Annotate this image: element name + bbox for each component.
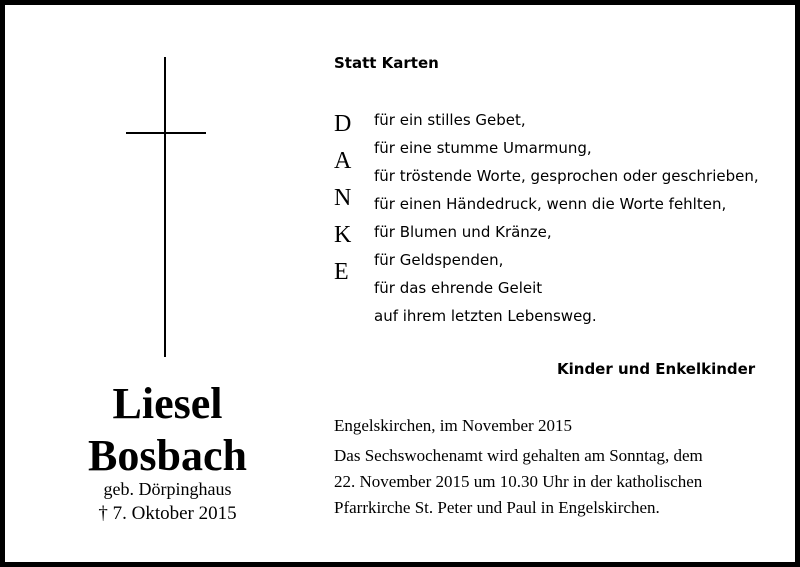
cross-horizontal-bar [126,132,206,134]
deceased-last-name: Bosbach [88,431,247,480]
deceased-first-name: Liesel [112,379,223,428]
danke-letter: D [334,111,352,137]
thanks-line: für Geldspenden, [374,251,504,269]
maiden-name: geb. Dörpinghaus [103,479,232,499]
thanks-line: auf ihrem letzten Lebensweg. [374,307,597,325]
thanks-line: für tröstende Worte, gesprochen oder geschrieben, [374,167,759,185]
death-date: † 7. Oktober 2015 [98,503,237,524]
place-date: Engelskirchen, im November 2015 [334,416,572,435]
danke-letter: E [334,259,349,285]
danke-letter: N [334,185,352,211]
notice-line: 22. November 2015 um 10.30 Uhr in der katholischen [334,472,703,491]
heading-statt-karten: Statt Karten [334,54,439,72]
thanks-line: für ein stilles Gebet, [374,111,526,129]
notice-line: Pfarrkirche St. Peter und Paul in Engelskirchen. [334,498,660,517]
service-notice [334,445,703,523]
danke-acrostic [334,109,364,294]
thanks-lines [374,109,759,333]
thanks-line: für Blumen und Kränze, [374,223,552,241]
cross-vertical-bar [164,57,166,357]
thanks-line: für das ehrende Geleit [374,279,543,297]
thanks-line: für eine stumme Umarmung, [374,139,592,157]
danke-letter: K [334,222,352,248]
notice-line: Das Sechswochenamt wird gehalten am Sonntag, dem [334,446,703,465]
danke-letter: A [334,148,352,174]
thanks-line: für einen Händedruck, wenn die Worte fehlten, [374,195,727,213]
signature: Kinder und Enkelkinder [557,360,756,378]
